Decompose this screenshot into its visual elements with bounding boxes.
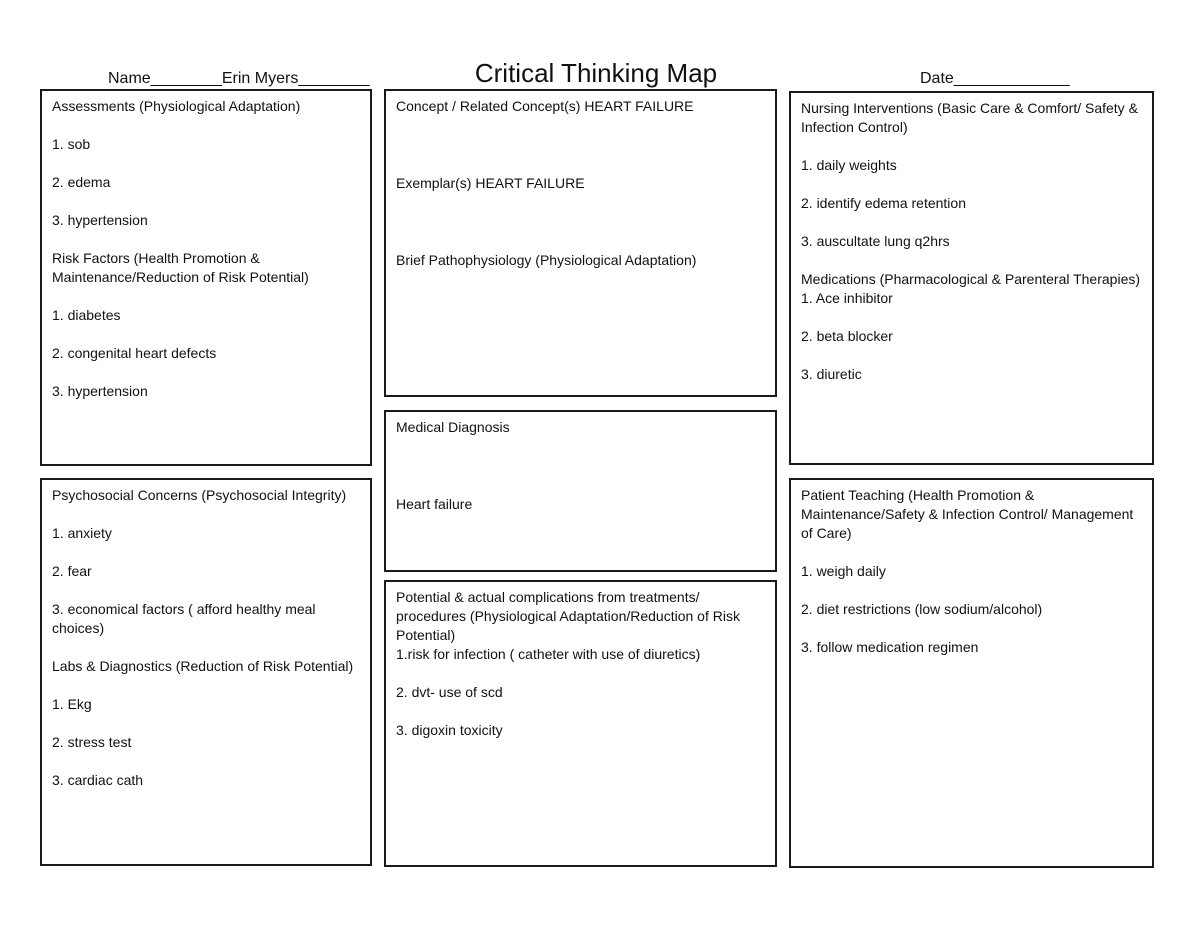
complications-label: Potential & actual complications from treatments/ procedures (Physiological Adaptation/Reduction of Risk Potential): [396, 589, 740, 643]
complication-item: 1.risk for infection ( catheter with use of diuretics): [396, 646, 701, 662]
nursing-intervention-item: 2. identify edema retention: [801, 195, 966, 211]
nursing-interventions-box: [789, 91, 1154, 465]
risk-factors-label: Risk Factors (Health Promotion & Maintenance/Reduction of Risk Potential): [52, 250, 309, 285]
patient-teaching-item: 3. follow medication regimen: [801, 639, 979, 655]
labs-item: 3. cardiac cath: [52, 772, 144, 788]
patient-teaching-item: 1. weigh daily: [801, 563, 886, 579]
pathophysiology-label: Brief Pathophysiology (Physiological Adaptation): [396, 252, 697, 268]
labs-item: 2. stress test: [52, 734, 132, 750]
psychosocial-item: 2. fear: [52, 563, 92, 579]
risk-factor-item: 1. diabetes: [52, 307, 121, 323]
complications-box: [384, 580, 777, 867]
exemplar-label: Exemplar(s) HEART FAILURE: [396, 175, 585, 191]
patient-teaching-box: [789, 478, 1154, 868]
page-title: Critical Thinking Map: [474, 58, 718, 88]
assessment-item: 1. sob: [52, 136, 91, 152]
patient-teaching-item: 2. diet restrictions (low sodium/alcohol): [801, 601, 1043, 617]
assessments-box: [40, 89, 372, 466]
nursing-intervention-item: 1. daily weights: [801, 157, 897, 173]
assessment-item: 2. edema: [52, 174, 111, 190]
date-field: Date_____________: [920, 70, 1070, 87]
medications-label: Medications (Pharmacological & Parenteral Therapies): [801, 271, 1141, 287]
risk-factor-item: 3. hypertension: [52, 383, 148, 399]
psychosocial-item: 3. economical factors ( afford healthy meal choices): [52, 601, 316, 636]
medication-item: 2. beta blocker: [801, 328, 893, 344]
labs-item: 1. Ekg: [52, 696, 92, 712]
medical-diagnosis-box: [384, 410, 777, 572]
medication-item: 1. Ace inhibitor: [801, 290, 893, 306]
medical-diagnosis-value: Heart failure: [396, 496, 473, 512]
complication-item: 3. digoxin toxicity: [396, 722, 503, 738]
concept-label: Concept / Related Concept(s) HEART FAILURE: [396, 98, 694, 114]
assessment-item: 3. hypertension: [52, 212, 148, 228]
risk-factor-item: 2. congenital heart defects: [52, 345, 217, 361]
nursing-interventions-label: Nursing Interventions (Basic Care & Comfort/ Safety & Infection Control): [801, 100, 1138, 135]
concept-box: [384, 89, 777, 397]
medical-diagnosis-label: Medical Diagnosis: [396, 419, 510, 435]
labs-label: Labs & Diagnostics (Reduction of Risk Potential): [52, 658, 354, 674]
psychosocial-item: 1. anxiety: [52, 525, 112, 541]
medication-item: 3. diuretic: [801, 366, 862, 382]
name-field: Name________Erin Myers________: [108, 70, 370, 87]
assessments-label: Assessments (Physiological Adaptation): [52, 98, 301, 114]
patient-teaching-label: Patient Teaching (Health Promotion & Maintenance/Safety & Infection Control/ Management of Care): [801, 487, 1134, 541]
psychosocial-label: Psychosocial Concerns (Psychosocial Integrity): [52, 487, 347, 503]
nursing-intervention-item: 3. auscultate lung q2hrs: [801, 233, 950, 249]
psychosocial-box: [40, 478, 372, 866]
complication-item: 2. dvt- use of scd: [396, 684, 503, 700]
